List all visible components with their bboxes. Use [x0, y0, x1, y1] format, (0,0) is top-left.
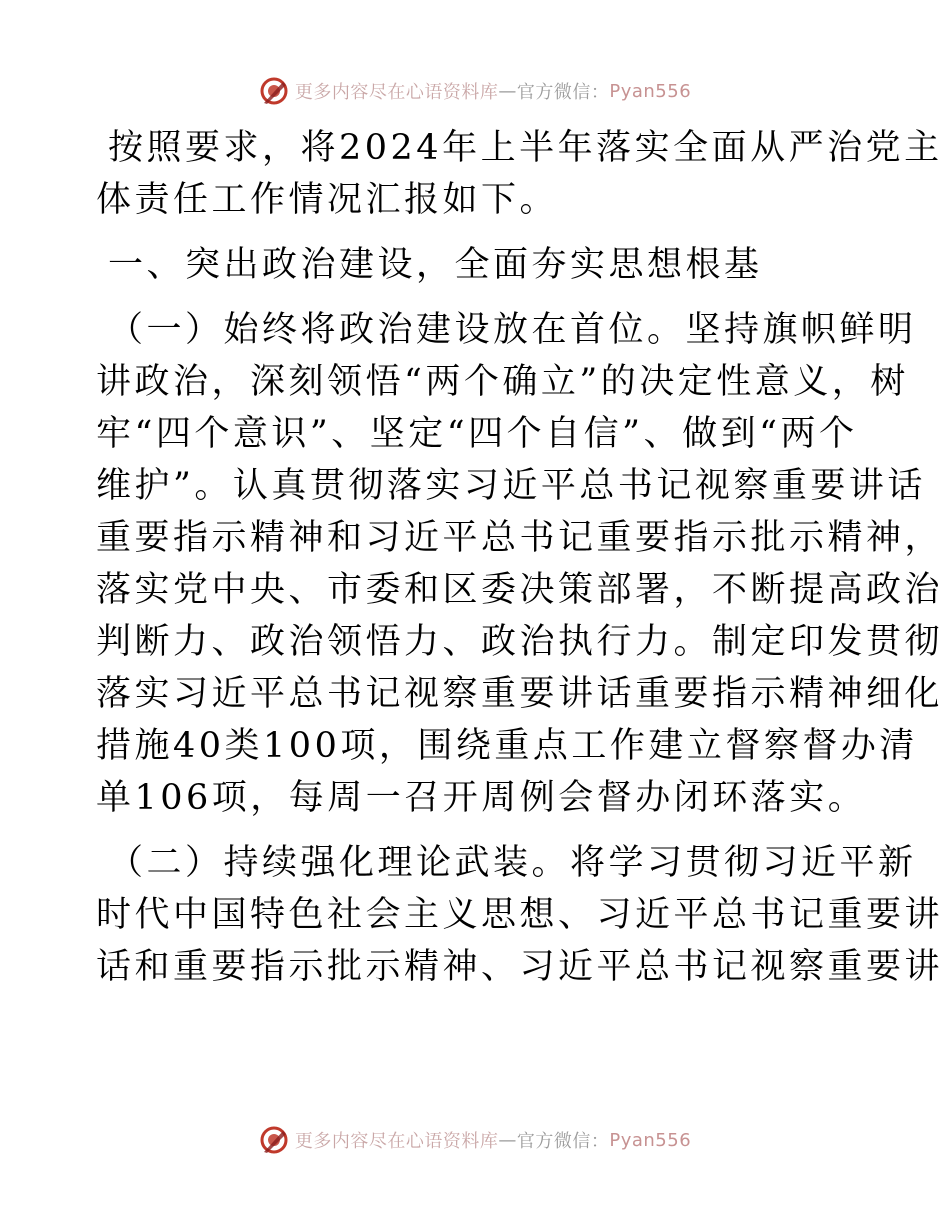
header-watermark	[0, 71, 950, 111]
paragraph-2	[96, 837, 944, 993]
watermark-main-text: 更多内容尽在心语资料库	[294, 82, 499, 103]
watermark-separator: —	[498, 1129, 517, 1151]
text-line: 讲政治，深刻领悟“两个确立”的决定性意义，树	[96, 362, 909, 402]
text-line: 按照要求，将2024年上半年落实全面从严治党主	[108, 128, 943, 168]
section-1-heading: 一、突出政治建设，全面夯实思想根基	[108, 245, 763, 285]
section-heading	[96, 239, 856, 291]
text-line: 单106项，每周一召开周例会督办闭环落实。	[96, 778, 867, 818]
text-line: 措施40类100项，围绕重点工作建立督察督办清	[96, 726, 918, 766]
watermark-separator: —	[498, 80, 517, 102]
text-line: 落实习近平总书记视察重要讲话重要指示精神细化	[96, 674, 944, 714]
text-line: 牢“四个意识”、坚定“四个自信”、做到“两个	[96, 414, 858, 454]
text-line: 话和重要指示批示精神、习近平总书记视察重要讲	[96, 947, 944, 987]
text-line: 维护”。认真贯彻落实习近平总书记视察重要讲话	[96, 466, 926, 506]
quill-seal-icon	[259, 1125, 289, 1155]
quill-seal-icon	[259, 76, 289, 106]
watermark-account-id: Pyan556	[609, 1129, 692, 1151]
text-line: （一）始终将政治建设放在首位。坚持旗帜鲜明	[108, 310, 917, 350]
text-line: 判断力、政治领悟力、政治执行力。制定印发贯彻	[96, 622, 944, 662]
footer-watermark	[0, 1120, 950, 1160]
watermark-account-prefix: 官方微信：	[516, 82, 610, 103]
watermark-account-prefix: 官方微信：	[516, 1131, 610, 1152]
text-line: 落实党中央、市委和区委决策部署，不断提高政治	[96, 570, 944, 610]
text-line: 体责任工作情况汇报如下。	[96, 180, 559, 220]
text-line: 时代中国特色社会主义思想、习近平总书记重要讲	[96, 895, 944, 935]
text-line: （二）持续强化理论武装。将学习贯彻习近平新	[108, 843, 917, 883]
watermark-main-text: 更多内容尽在心语资料库	[294, 1131, 499, 1152]
text-line: 重要指示精神和习近平总书记重要指示批示精神，	[96, 518, 944, 558]
watermark-account-id: Pyan556	[609, 80, 692, 102]
document-body	[96, 122, 944, 993]
paragraph-1	[96, 304, 944, 824]
intro-paragraph	[96, 122, 943, 226]
